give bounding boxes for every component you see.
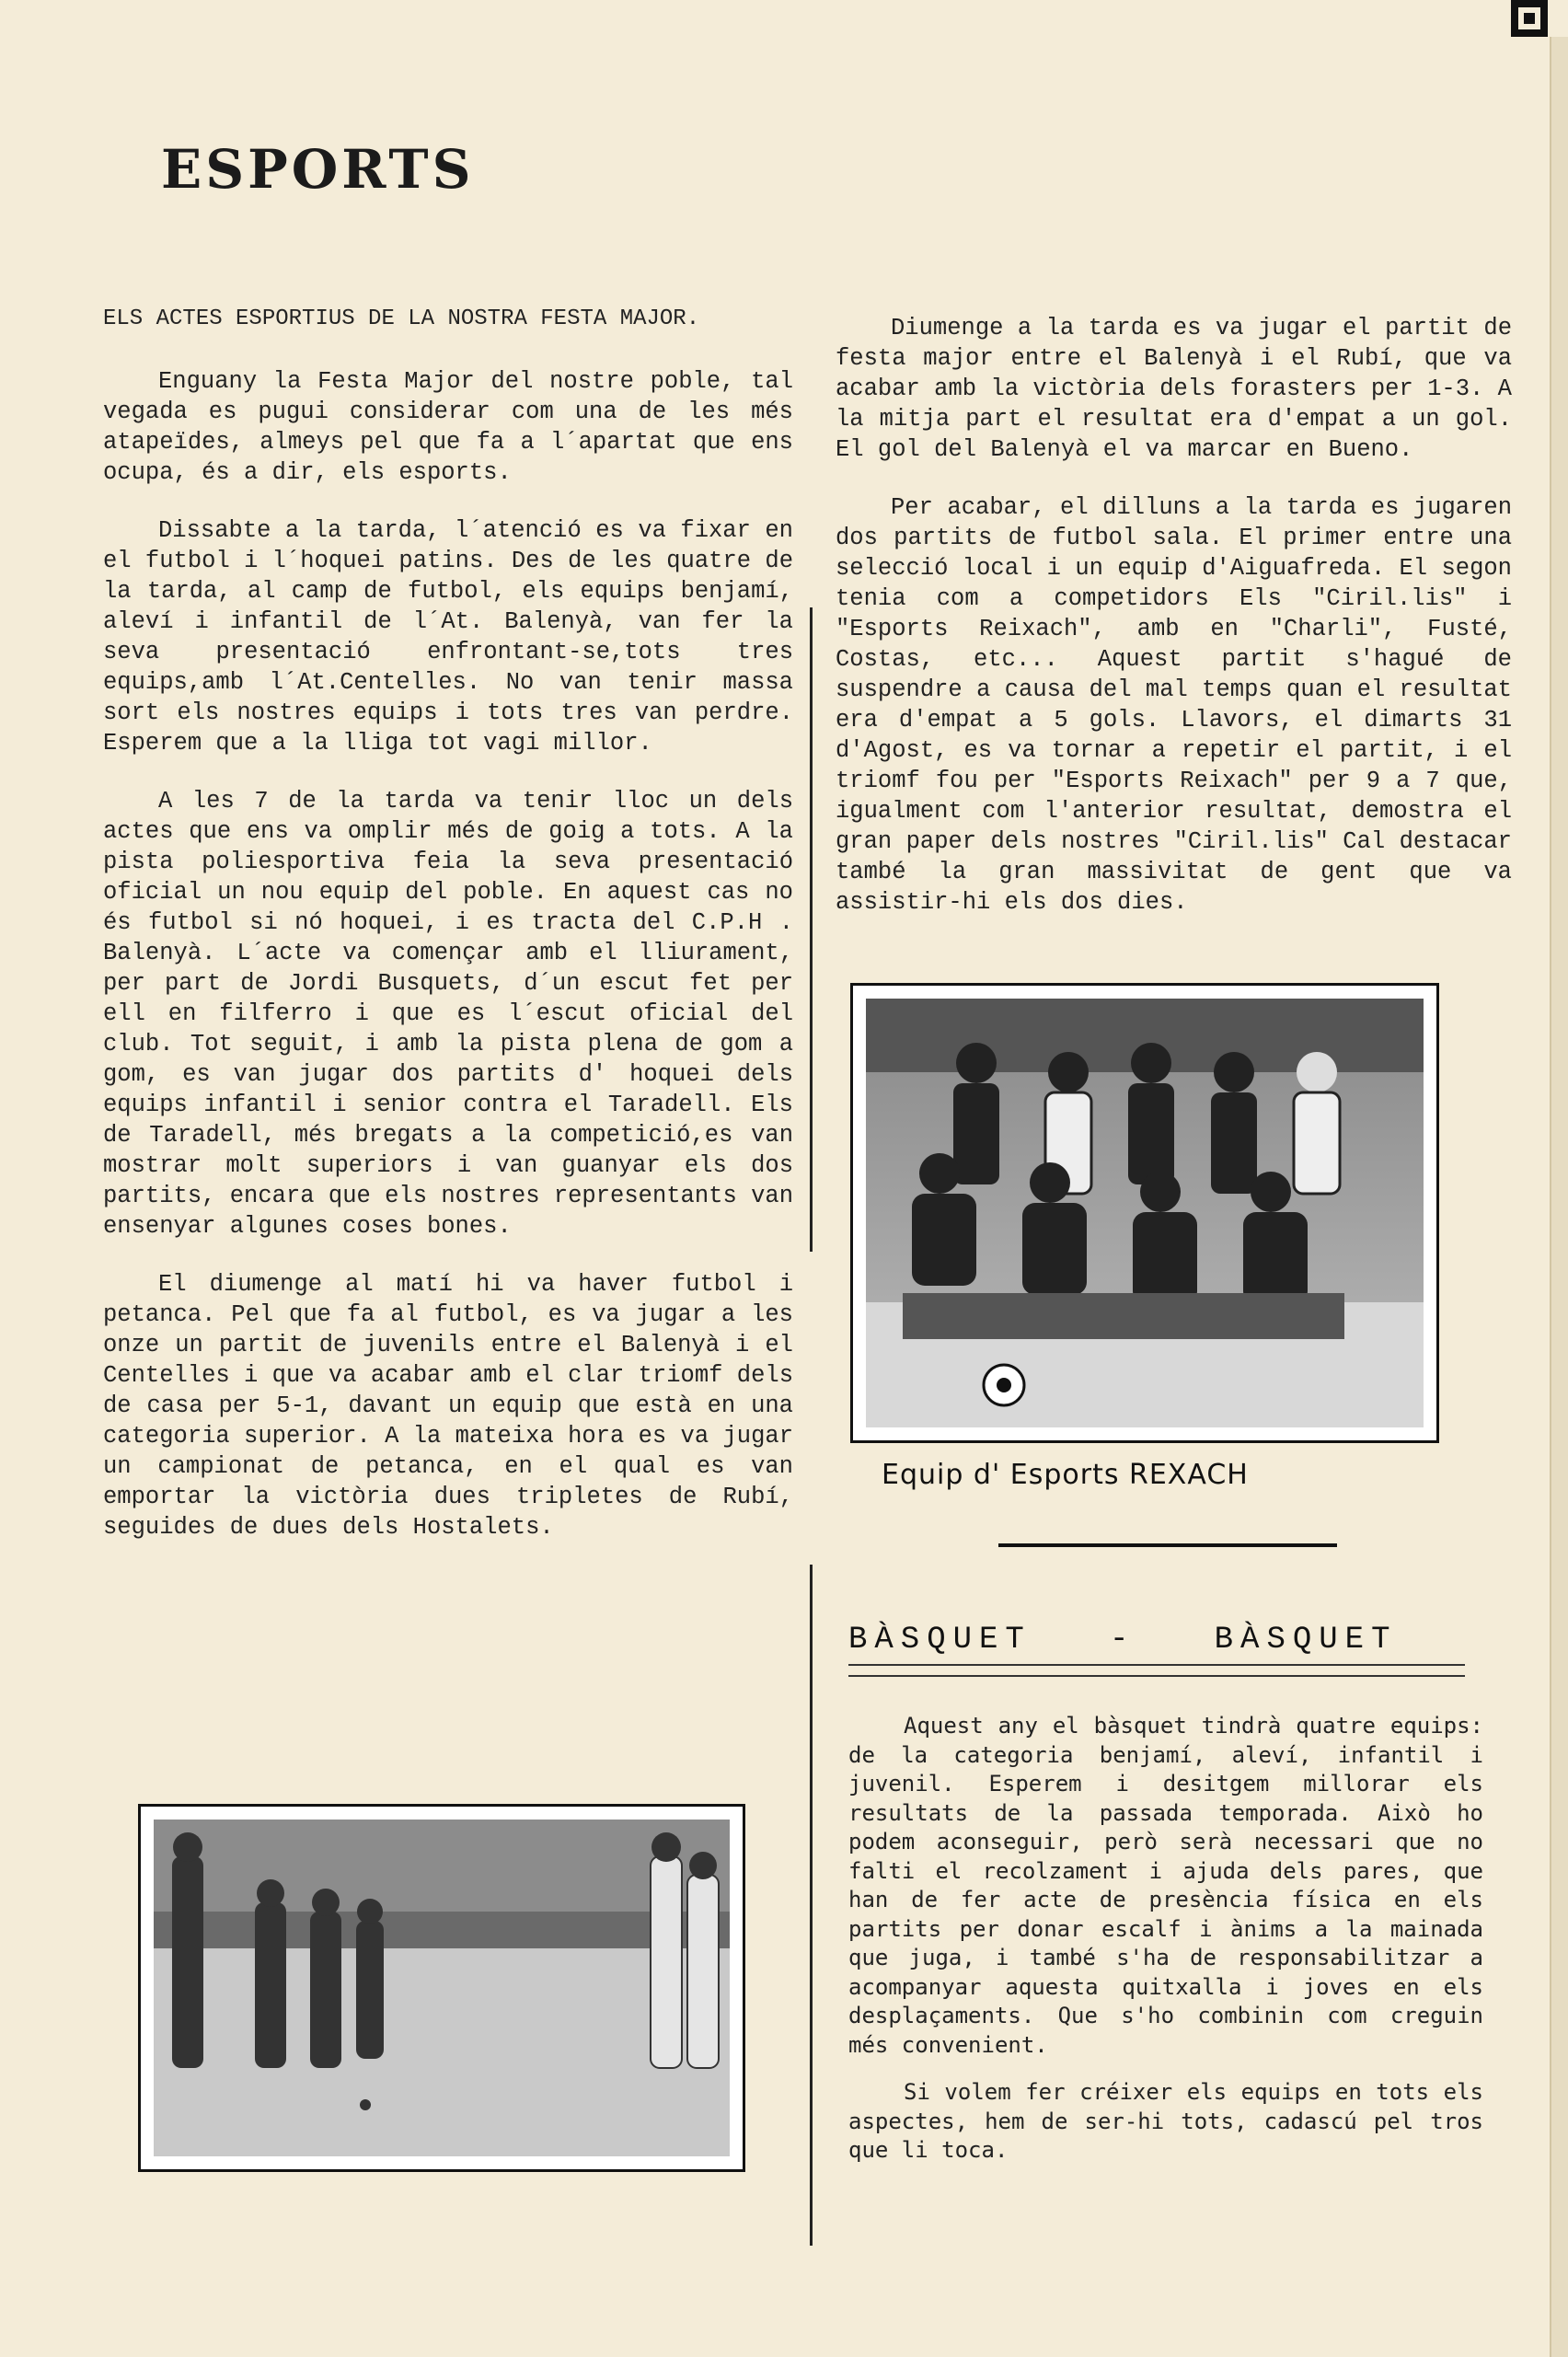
team-photo bbox=[850, 983, 1439, 1443]
basquet-double-rule bbox=[848, 1664, 1465, 1677]
left-paragraph: Dissabte a la tarda, l´atenció es va fixar en el futbol i l´hoquei patins. Des de les quatre de la tarda, al camp de futbol, els equips benjamí, aleví i infantil de l´At. Balenyà, van fer la seva presentació enfrontant-se,tots tres equips,amb l´At.Centelles. No van tenir massa sort els nostres equips i tots tres van perdre. Esperem que a la lliga tot vagi millor. bbox=[103, 517, 793, 757]
section-heading: ESPORTS bbox=[161, 138, 475, 201]
left-column bbox=[103, 304, 793, 1570]
basquet-paragraph: Aquest any el bàsquet tindrà quatre equips: de la categoria benjamí, aleví, infantil i juvenil. Esperem i desitgem millorar els resultats de la passada temporada. Això ho podem aconseguir, però serà necessari que no falti el recolzament i ajuda dels pares, que han de fer acte de presència física en els partits per donar escalf i ànims a la mainada que juga, i també s'ha de responsabilitzar a acompanyar aquesta quitxalla i joves en els desplaçaments. Que s'ho combinin com creguin més convenient. bbox=[848, 1713, 1483, 2058]
right-paragraph: Diumenge a la tarda es va jugar el partit de festa major entre el Balenyà i el Rubí, que va acabar amb la victòria dels forasters per 1-3. A la mitja part el resultat era d'empat a un gol. El gol del Balenyà el va marcar en Bueno. bbox=[836, 315, 1512, 463]
page-edge bbox=[1550, 37, 1568, 2357]
petanca-photo-image bbox=[154, 1820, 730, 2156]
section-rule bbox=[998, 1543, 1337, 1547]
column-divider bbox=[810, 607, 813, 1252]
left-paragraph: El diumenge al matí hi va haver futbol i petanca. Pel que fa al futbol, es va jugar a les onze un partit de juvenils entre el Balenyà i el Centelles i que va acabar amb el clar triomf dels de casa per 5-1, davant un equip que està en una categoria superior. A la mateixa hora es va jugar un campionat de petanca, en el qual es van emportar la victòria dues tripletes de Rubí, seguides de dues dels Hostalets. bbox=[103, 1271, 793, 1541]
basquet-paragraph: Si volem fer créixer els equips en tots els aspectes, hem de ser-hi tots, cadascú pel tros que li toca. bbox=[848, 2079, 1483, 2163]
basquet-title: BÀSQUET - BÀSQUET bbox=[848, 1623, 1398, 1658]
registration-mark-icon bbox=[1511, 0, 1548, 37]
left-paragraph: A les 7 de la tarda va tenir lloc un dels actes que ens va omplir més de goig a tots. A la pista poliesportiva feia la seva presentació oficial un nou equip del poble. En aquest cas no és futbol si nó hoquei, i es tracta del C.P.H . Balenyà. L´acte va començar amb el lliurament, per part de Jordi Busquets, d´un escut fet per ell en filferro i que es l´escut oficial del club. Tot seguit, i amb la pista plena de gom a gom, es van jugar dos partits d' hoquei dels equips infantil i senior contra el Taradell. Els de Taradell, més bregats a la competició,es van mostrar molt superiors i van guanyar els dos partits, encara que els nostres representants van ensenyar algunes coses bones. bbox=[103, 788, 793, 1240]
article-subtitle: ELS ACTES ESPORTIUS DE LA NOSTRA FESTA MAJOR. bbox=[103, 306, 700, 331]
basquet-body bbox=[848, 1712, 1483, 2184]
left-paragraph: Enguany la Festa Major del nostre poble, tal vegada es pugui considerar com una de les més atapeïdes, almeys pel que fa a l´apartat que ens ocupa, és a dir, els esports. bbox=[103, 368, 793, 486]
photo-caption: Equip d' Esports REXACH bbox=[882, 1459, 1249, 1491]
petanca-photo bbox=[138, 1804, 745, 2172]
team-photo-image bbox=[866, 999, 1424, 1427]
right-paragraph: Per acabar, el dilluns a la tarda es jugaren dos partits de futbol sala. El primer entre una selecció local i un equip d'Aiguafreda. El segon tenia com a competidors Els "Ciril.lis" i "Esports Reixach", amb en "Charli", Fusté, Costas, etc... Aquest partit s'hagué de suspendre a causa del mal temps quan el resultat era d'empat a 5 gols. Llavors, el dimarts 31 d'Agost, es va tornar a repetir el partit, i el triomf fou per "Esports Reixach" per 9 a 7 que, igualment com l'anterior resultat, demostra el gran paper dels nostres "Ciril.lis" Cal destacar també la gran massivitat de gent que va assistir-hi els dos dies. bbox=[836, 494, 1512, 916]
right-column bbox=[836, 313, 1512, 945]
column-divider bbox=[810, 1565, 813, 2246]
